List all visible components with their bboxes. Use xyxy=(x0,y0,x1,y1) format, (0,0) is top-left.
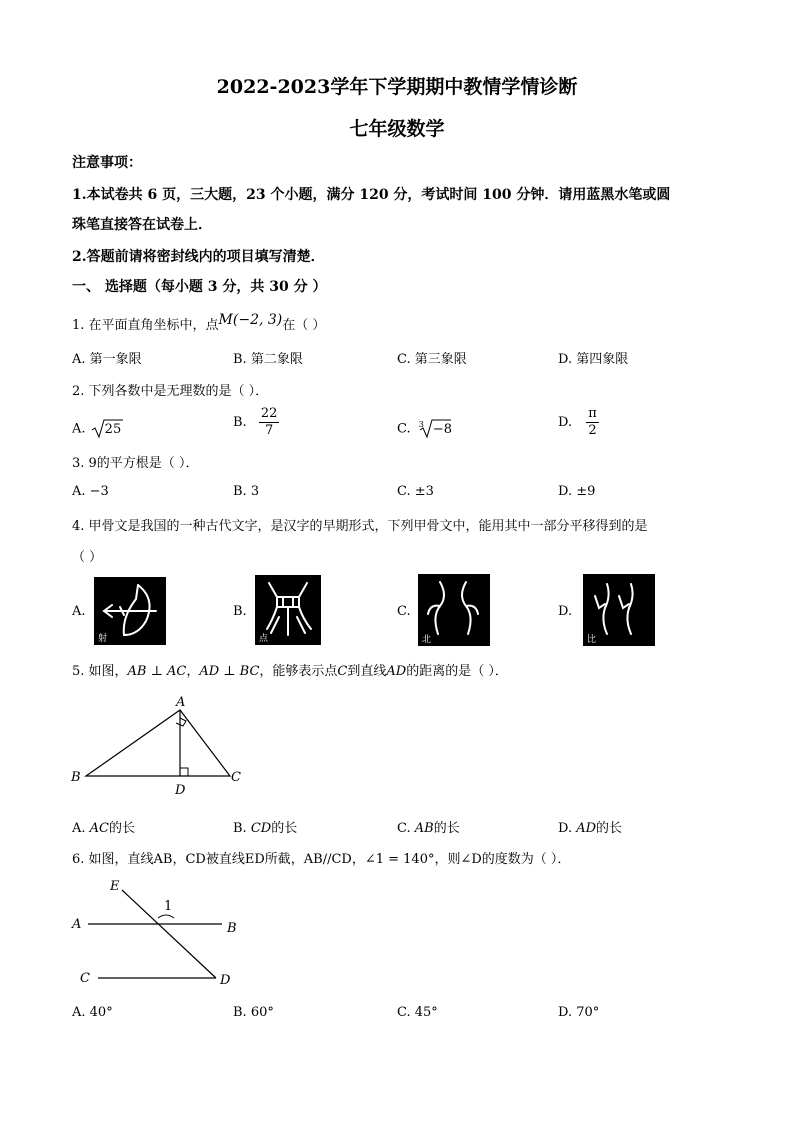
q5-c-label: C. xyxy=(397,821,411,836)
q5-sep: ， xyxy=(186,664,200,679)
question-4-paren: （ ） xyxy=(72,550,103,565)
question-5 xyxy=(72,660,508,679)
q5-c-seg: AB xyxy=(414,821,434,836)
label-d: D xyxy=(220,973,231,988)
q5-b-seg: CD xyxy=(250,821,272,836)
q5-mid-2: 到直线 xyxy=(347,664,387,679)
q5-d-tail: 的长 xyxy=(596,821,623,836)
q5-a-label: A. xyxy=(72,821,86,836)
label-a: A xyxy=(72,917,82,932)
page-title: 2022-2023学年下学期期中教情学情诊断 xyxy=(216,76,578,98)
oracle-she-image[interactable] xyxy=(94,577,166,645)
notes-line-1a: 1.本试卷共 6 页，三大题，23 个小题，满分 120 分，考试时间 100 分钟．请用蓝黑水笔或圆 xyxy=(72,187,671,203)
q5-point: C xyxy=(337,664,348,679)
q6-option-d[interactable]: D. 70° xyxy=(558,1005,600,1020)
q5-suffix: 的距离的是（ ）． xyxy=(406,664,508,679)
q2-d-numerator: π xyxy=(588,406,597,421)
label-c: C xyxy=(80,971,90,986)
question-3: 3. 9的平方根是（ ）． xyxy=(72,456,199,471)
q5-option-b[interactable] xyxy=(233,817,297,836)
q1-option-b[interactable]: B. 第二象限 xyxy=(233,352,303,367)
q5-cond-1: AB ⊥ AC xyxy=(127,664,187,679)
q6-option-c[interactable]: C. 45° xyxy=(397,1005,438,1020)
q1-prefix: 1. 在平面直角坐标中，点 xyxy=(72,318,219,333)
q2-a-value: 25 xyxy=(104,421,122,437)
q1-option-d[interactable]: D. 第四象限 xyxy=(558,352,629,367)
q5-prefix: 5. 如图， xyxy=(72,664,128,679)
q5-c-tail: 的长 xyxy=(433,821,460,836)
notes-line-1b: 珠笔直接答在试卷上． xyxy=(72,217,212,233)
q6-option-a[interactable]: A. 40° xyxy=(72,1005,113,1020)
notes-heading: 注意事项： xyxy=(72,155,142,171)
q3-option-a[interactable]: A. −3 xyxy=(72,484,109,499)
q2-option-d-label: D. xyxy=(558,415,573,430)
q3-option-c[interactable]: C. ±3 xyxy=(397,484,434,499)
q5-option-a[interactable] xyxy=(72,817,135,836)
q4-caption-a: 射 xyxy=(98,634,108,644)
q2-d-denominator: 2 xyxy=(588,423,597,438)
q5-line: AD xyxy=(386,664,407,679)
q4-caption-b: 点 xyxy=(259,634,269,644)
q2-c-value: −8 xyxy=(432,421,453,437)
label-e: E xyxy=(110,879,120,894)
q4-option-b-label[interactable]: B. xyxy=(233,604,247,619)
section-heading: 一、 选择题（每小题 3 分，共 30 分 ） xyxy=(72,279,327,295)
q1-option-a[interactable]: A. 第一象限 xyxy=(72,352,142,367)
q5-option-d[interactable] xyxy=(558,817,622,836)
q5-triangle-figure xyxy=(66,692,256,802)
q4-option-d-label[interactable]: D. xyxy=(558,604,573,619)
right-angle-a-icon xyxy=(176,718,186,726)
question-4: 4. 甲骨文是我国的一种古代文字，是汉字的早期形式，下列甲骨文中，能用其中一部分平移得到的是 xyxy=(72,519,648,534)
page-subtitle: 七年级数学 xyxy=(349,118,445,140)
q5-b-tail: 的长 xyxy=(271,821,298,836)
oracle-bi-image[interactable] xyxy=(583,574,655,646)
q2-option-a[interactable] xyxy=(72,418,140,440)
q4-caption-d: 比 xyxy=(587,635,597,645)
q2-option-c[interactable] xyxy=(397,418,471,440)
q2-option-b-label: B. xyxy=(233,415,247,430)
right-angle-d-icon xyxy=(180,768,188,776)
oracle-dian-image[interactable] xyxy=(255,575,321,645)
question-6: 6. 如图，直线AB，CD被直线ED所截，AB//CD，∠1 = 140°，则∠D的度数为（ ）． xyxy=(72,852,571,867)
q5-cond-2: AD ⊥ BC xyxy=(199,664,260,679)
q5-mid: ，能够表示点 xyxy=(259,664,338,679)
label-b: B xyxy=(71,770,81,785)
q6-parallel-lines-figure xyxy=(66,872,256,992)
angle-1-arc xyxy=(158,915,174,918)
label-angle-1: 1 xyxy=(164,899,173,914)
q2-b-numerator: 22 xyxy=(260,406,278,421)
q5-a-tail: 的长 xyxy=(109,821,136,836)
q1-suffix: 在（ ） xyxy=(282,318,326,333)
q2-b-denominator: 7 xyxy=(264,423,274,438)
label-d: D xyxy=(175,783,186,798)
q2-option-b[interactable] xyxy=(233,406,279,439)
q3-option-d[interactable]: D. ±9 xyxy=(558,484,596,499)
label-c: C xyxy=(231,770,241,785)
q5-d-label: D. xyxy=(558,821,573,836)
question-2: 2. 下列各数中是无理数的是（ ）． xyxy=(72,384,269,399)
q4-caption-c: 北 xyxy=(422,635,432,645)
q1-point: M(−2, 3) xyxy=(218,312,283,328)
q6-option-b[interactable]: B. 60° xyxy=(233,1005,274,1020)
q5-option-c[interactable] xyxy=(397,817,460,836)
oracle-bei-image[interactable] xyxy=(418,574,490,646)
notes-line-2: 2.答题前请将密封线内的项目填写清楚． xyxy=(72,249,325,265)
q4-option-c-label[interactable]: C. xyxy=(397,604,411,619)
label-a: A xyxy=(176,695,186,710)
q3-option-b[interactable]: B. 3 xyxy=(233,484,260,499)
q2-c-index: 3 xyxy=(418,419,424,429)
q2-option-d[interactable] xyxy=(558,406,599,439)
q2-option-a-label: A. xyxy=(72,421,86,437)
q2-option-c-label: C. xyxy=(397,421,411,437)
q4-option-a-label[interactable]: A. xyxy=(72,604,86,619)
label-b: B xyxy=(227,921,237,936)
q5-d-seg: AD xyxy=(576,821,597,836)
q5-a-seg: AC xyxy=(89,821,110,836)
q1-option-c[interactable]: C. 第三象限 xyxy=(397,352,467,367)
q5-b-label: B. xyxy=(233,821,247,836)
question-1 xyxy=(72,314,325,333)
triangle-abc xyxy=(86,710,230,776)
